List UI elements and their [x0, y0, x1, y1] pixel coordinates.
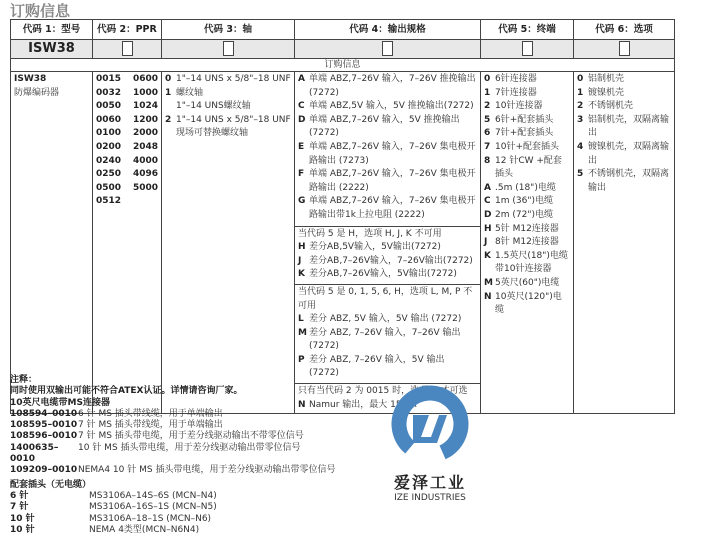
option-item: [484, 277, 570, 291]
namur-note: 只有当代码 2 为 0015 时，选项 N 才可选: [298, 386, 468, 397]
option-code: 6: [484, 128, 491, 139]
option-code: 2: [484, 101, 491, 112]
option-text: 8针 M12连接器: [495, 237, 559, 248]
option-text: 5针 M12连接器: [495, 223, 559, 234]
code3-box: [223, 41, 234, 56]
ppr-value: 0240: [96, 155, 122, 166]
option-item: [298, 313, 477, 327]
option-item: [484, 73, 570, 87]
part-number: 109209–0010: [10, 465, 78, 476]
option-code: M: [484, 277, 493, 288]
part-number: 1400635–0010: [10, 442, 59, 465]
option-code: 1: [577, 87, 584, 98]
code3-cell: [162, 72, 295, 414]
header-code5: 代码 5：终端: [481, 20, 574, 40]
option-code: 4: [577, 141, 584, 152]
option-item: [298, 141, 477, 168]
part-row: [10, 502, 335, 513]
option-item: [484, 209, 570, 223]
part-row: [10, 443, 335, 466]
option-text: 差分AB,7–26V输入，5V输出(7272): [309, 269, 457, 280]
option-text: 铝制机壳: [588, 74, 625, 84]
option-text: 1m (36")电缆: [495, 196, 553, 207]
option-item: [484, 182, 570, 196]
option-item: [484, 250, 570, 277]
option-text: 10针+配套插头: [495, 141, 559, 152]
part-row: [10, 525, 335, 536]
option-text: 6针连接器: [495, 74, 537, 84]
option-code: F: [298, 169, 305, 180]
option-text: 单端 ABZ,7–26V 输入，7–26V 集电极开路输出 (2222): [309, 169, 476, 193]
ppr-value: 4096: [132, 169, 158, 180]
ppr-value: 2048: [132, 141, 158, 152]
option-text: 镀镍机壳，双隔离输出: [588, 141, 670, 166]
ppr-value: 0050: [96, 101, 122, 112]
option-item: [484, 141, 570, 155]
model-code: ISW38: [11, 40, 93, 59]
part-desc: 7 针 MS 插头带线缆，用于单端输出: [78, 420, 223, 431]
part-desc: MS3106A–14S–6S (MCN–N4): [89, 490, 217, 501]
option-code: A: [298, 74, 305, 84]
info-label: 订购信息: [11, 59, 675, 72]
option-text: 12 针CW +配套插头: [495, 155, 562, 180]
option-item: [577, 87, 671, 101]
option-item: [484, 87, 570, 101]
option-text: 1.5英尺(18")电缆带10针连接器: [495, 250, 568, 275]
option-item: [577, 114, 671, 141]
diff-abz-note: 当代码 5 是 0, 1, 5, 6, H，选项 L, M, P 不可用: [298, 286, 473, 311]
code6-cell: [574, 72, 675, 414]
code5-box: [522, 41, 533, 56]
ordering-table: [10, 19, 675, 414]
option-code: [165, 100, 176, 114]
ppr-value: 0500: [96, 182, 122, 193]
part-desc: NEMA4 10 针 MS 插头带电缆，用于差分线驱动输出带零位信号: [78, 465, 336, 476]
part-row: [10, 514, 335, 525]
part-desc: 6 针 MS 插头带线缆，用于单端输出: [78, 408, 223, 419]
option-text: 5英尺(60")电缆: [495, 277, 560, 288]
option-item: [165, 114, 291, 141]
option-item: [298, 168, 477, 195]
option-text: 1"–14 UNS x 5/8"–18 UNF: [176, 74, 291, 84]
option-text: 1"–14 UNS螺纹轴: [176, 101, 251, 112]
option-code: 1: [165, 87, 172, 98]
option-code: 0: [165, 74, 172, 84]
ppr-value: 1200: [132, 114, 158, 125]
option-text: 差分 ABZ, 7–26V 输入，5V 输出 (7272): [309, 354, 445, 379]
part-number: 10 针: [10, 524, 35, 535]
header-row: [11, 20, 675, 40]
ppr-value: 1000: [132, 87, 158, 98]
option-item: [577, 73, 671, 87]
option-item: [577, 168, 671, 195]
part-desc: 10 针 MS 插头带电缆，用于差分线驱动输出带零位信号: [78, 442, 301, 453]
ppr-value: 0015: [96, 74, 122, 84]
option-text: 不锈钢机壳: [588, 101, 634, 112]
ppr-value: 2000: [132, 128, 158, 139]
code5-cell: [481, 72, 574, 414]
option-item: [484, 155, 570, 182]
option-text: 不锈钢机壳，双隔离输出: [588, 169, 670, 193]
option-text: 单端 ABZ,7–26V 输入，7–26V 集电极开路输出 (7273): [309, 141, 476, 166]
option-item: [165, 73, 291, 87]
ppr-value: 1024: [132, 101, 158, 112]
option-code: 5: [577, 169, 584, 180]
option-code: N: [484, 291, 492, 302]
option-code: H: [298, 242, 306, 253]
logo-icon: [391, 385, 469, 463]
code4-box: [382, 41, 393, 56]
code6-box: [619, 41, 630, 56]
part-number: 10 针: [10, 513, 35, 524]
option-code: 7: [484, 141, 491, 152]
model-name: ISW38: [14, 74, 47, 84]
part-desc: NEMA 4类型(MCN–N6N4): [89, 524, 200, 535]
option-code: D: [484, 209, 492, 220]
part-row: [10, 409, 335, 420]
option-text: 7针连接器: [495, 87, 537, 98]
code4-cell: [295, 72, 481, 414]
part-desc: MS3106A–18–1S (MCN–N6): [89, 513, 212, 524]
option-code: 8: [484, 155, 491, 166]
option-text: 铝制机壳，双隔离输出: [588, 114, 670, 139]
option-code: 2: [165, 114, 172, 125]
option-item: [484, 100, 570, 114]
option-item: [484, 127, 570, 141]
code2-cell: [93, 72, 162, 414]
ppr-value: 4000: [132, 155, 158, 166]
body-row: [11, 72, 675, 414]
option-item: [577, 100, 671, 114]
header-code2: 代码 2：PPR: [93, 20, 162, 40]
code1-cell: [11, 72, 93, 414]
option-code: C: [298, 101, 305, 112]
part-row: [10, 420, 335, 431]
header-code3: 代码 3：轴: [162, 20, 295, 40]
plug-title: 配套插头（无电缆）: [10, 479, 92, 490]
company-logo: [380, 385, 480, 503]
option-text: 6针+配套插头: [495, 114, 554, 125]
ppr-value: 0032: [96, 87, 122, 98]
option-code: M: [298, 327, 307, 338]
part-desc: 7 针 MS 插头带电缆，用于差分线驱动输出不带零位信号: [78, 431, 304, 442]
option-text: 2m (72")电缆: [495, 209, 553, 220]
header-code6: 代码 6：选项: [574, 20, 675, 40]
option-text: 单端 ABZ,5V 输入，5V 推挽输出(7272): [309, 101, 474, 112]
option-item: [165, 87, 291, 101]
option-code: 3: [577, 114, 584, 125]
option-code: G: [298, 196, 306, 207]
part-number: 6 针: [10, 490, 29, 501]
part-desc: MS3106A–16S–1S (MCN–N5): [89, 502, 217, 513]
option-text: 差分AB,7–26V输入，7–26V输出(7272): [309, 255, 473, 266]
option-text: 差分 ABZ, 7–26V 输入，7–26V 输出(7272): [309, 327, 461, 352]
option-text: 螺纹轴: [176, 87, 204, 98]
option-text: 7针+配套插头: [495, 128, 554, 139]
option-code: N: [298, 399, 306, 410]
part-number: 108595–0010: [10, 420, 78, 431]
option-code: 2: [577, 101, 584, 112]
option-code: D: [298, 114, 306, 125]
notes-label: 注释：: [10, 375, 38, 385]
ppr-value: 0250: [96, 169, 122, 180]
part-row: [10, 465, 335, 476]
option-text: 差分 ABZ, 5V 输入，5V 输出 (7272): [309, 314, 462, 325]
part-number: 108594–0010: [10, 408, 78, 419]
header-code4: 代码 4：输出规格: [295, 20, 481, 40]
cable-title: 10英尺电缆带MS连接器: [10, 397, 110, 408]
logo-en: IZE INDUSTRIES: [394, 493, 466, 503]
option-item: [484, 291, 570, 318]
header-code1: 代码 1：型号: [11, 20, 93, 40]
model-desc: 防爆编码器: [14, 87, 60, 98]
ppr-value: 0600: [132, 74, 158, 84]
part-row: [10, 491, 335, 502]
option-code: 0: [577, 74, 584, 84]
option-item: [298, 195, 477, 222]
option-text: 单端 ABZ,7–26V 输入，7–26V 推挽输出 (7272): [309, 74, 476, 98]
option-code: K: [484, 250, 491, 261]
ppr-value: 0512: [96, 196, 122, 207]
ppr-value: 5000: [132, 182, 158, 193]
option-code: C: [484, 196, 491, 207]
option-item: [484, 114, 570, 128]
option-item: [298, 100, 477, 114]
option-code: E: [298, 141, 305, 152]
notes: [10, 375, 335, 536]
option-item: [298, 114, 477, 141]
option-item: [165, 100, 291, 114]
option-item: [577, 141, 671, 168]
part-number: 108596–0010: [10, 431, 78, 442]
part-row: [10, 431, 335, 442]
option-text: 10英尺(120")电缆: [495, 291, 562, 316]
option-item: [484, 223, 570, 237]
option-item: [298, 255, 477, 269]
option-item: [298, 268, 477, 282]
logo-cn: 爱泽工业: [393, 473, 466, 492]
option-code: A: [484, 182, 491, 193]
option-code: 0: [484, 74, 491, 84]
option-code: J: [298, 255, 302, 266]
option-code: J: [484, 237, 488, 248]
option-code: H: [484, 223, 492, 234]
option-text: 镀镍机壳: [588, 87, 625, 98]
page-title: 订购信息: [10, 2, 71, 20]
option-code: 1: [484, 87, 491, 98]
option-item: [484, 195, 570, 209]
option-text: Namur 输出，最大 15mA: [309, 399, 417, 410]
option-text: 1"–14 UNS x 5/8"–18 UNF 现场可替换螺纹轴: [176, 114, 291, 139]
info-row: [11, 59, 675, 72]
atex-note: 同时使用双输出可能不符合ATEX认证。详情请咨询厂家。: [10, 386, 243, 397]
diff-ab-note: 当代码 5 是 H，选项 H, J, K 不可用: [298, 228, 442, 239]
ppr-value: 0100: [96, 128, 122, 139]
option-text: 单端 ABZ,7–26V 输入，5V 推挽输出 (7272): [309, 114, 460, 139]
option-code: P: [298, 354, 305, 365]
ppr-value: 0060: [96, 114, 122, 125]
part-number: 7 针: [10, 502, 29, 513]
option-item: [298, 73, 477, 100]
option-item: [484, 236, 570, 250]
code-row: [11, 40, 675, 59]
ppr-value: [127, 195, 158, 209]
option-text: 单端 ABZ,7–26V 输入，7–26V 集电极开路输出带1k上拉电阻 (2222): [309, 196, 476, 220]
option-text: 差分AB,5V输入，5V输出(7272): [309, 242, 441, 253]
option-text: 10针连接器: [495, 101, 543, 112]
ppr-value: 0200: [96, 141, 122, 152]
option-item: [298, 241, 477, 255]
option-item: [298, 327, 477, 354]
option-code: 5: [484, 114, 491, 125]
option-code: K: [298, 269, 305, 280]
code2-box: [122, 41, 133, 56]
option-text: .5m (18")电缆: [495, 182, 556, 193]
option-code: L: [298, 314, 304, 325]
